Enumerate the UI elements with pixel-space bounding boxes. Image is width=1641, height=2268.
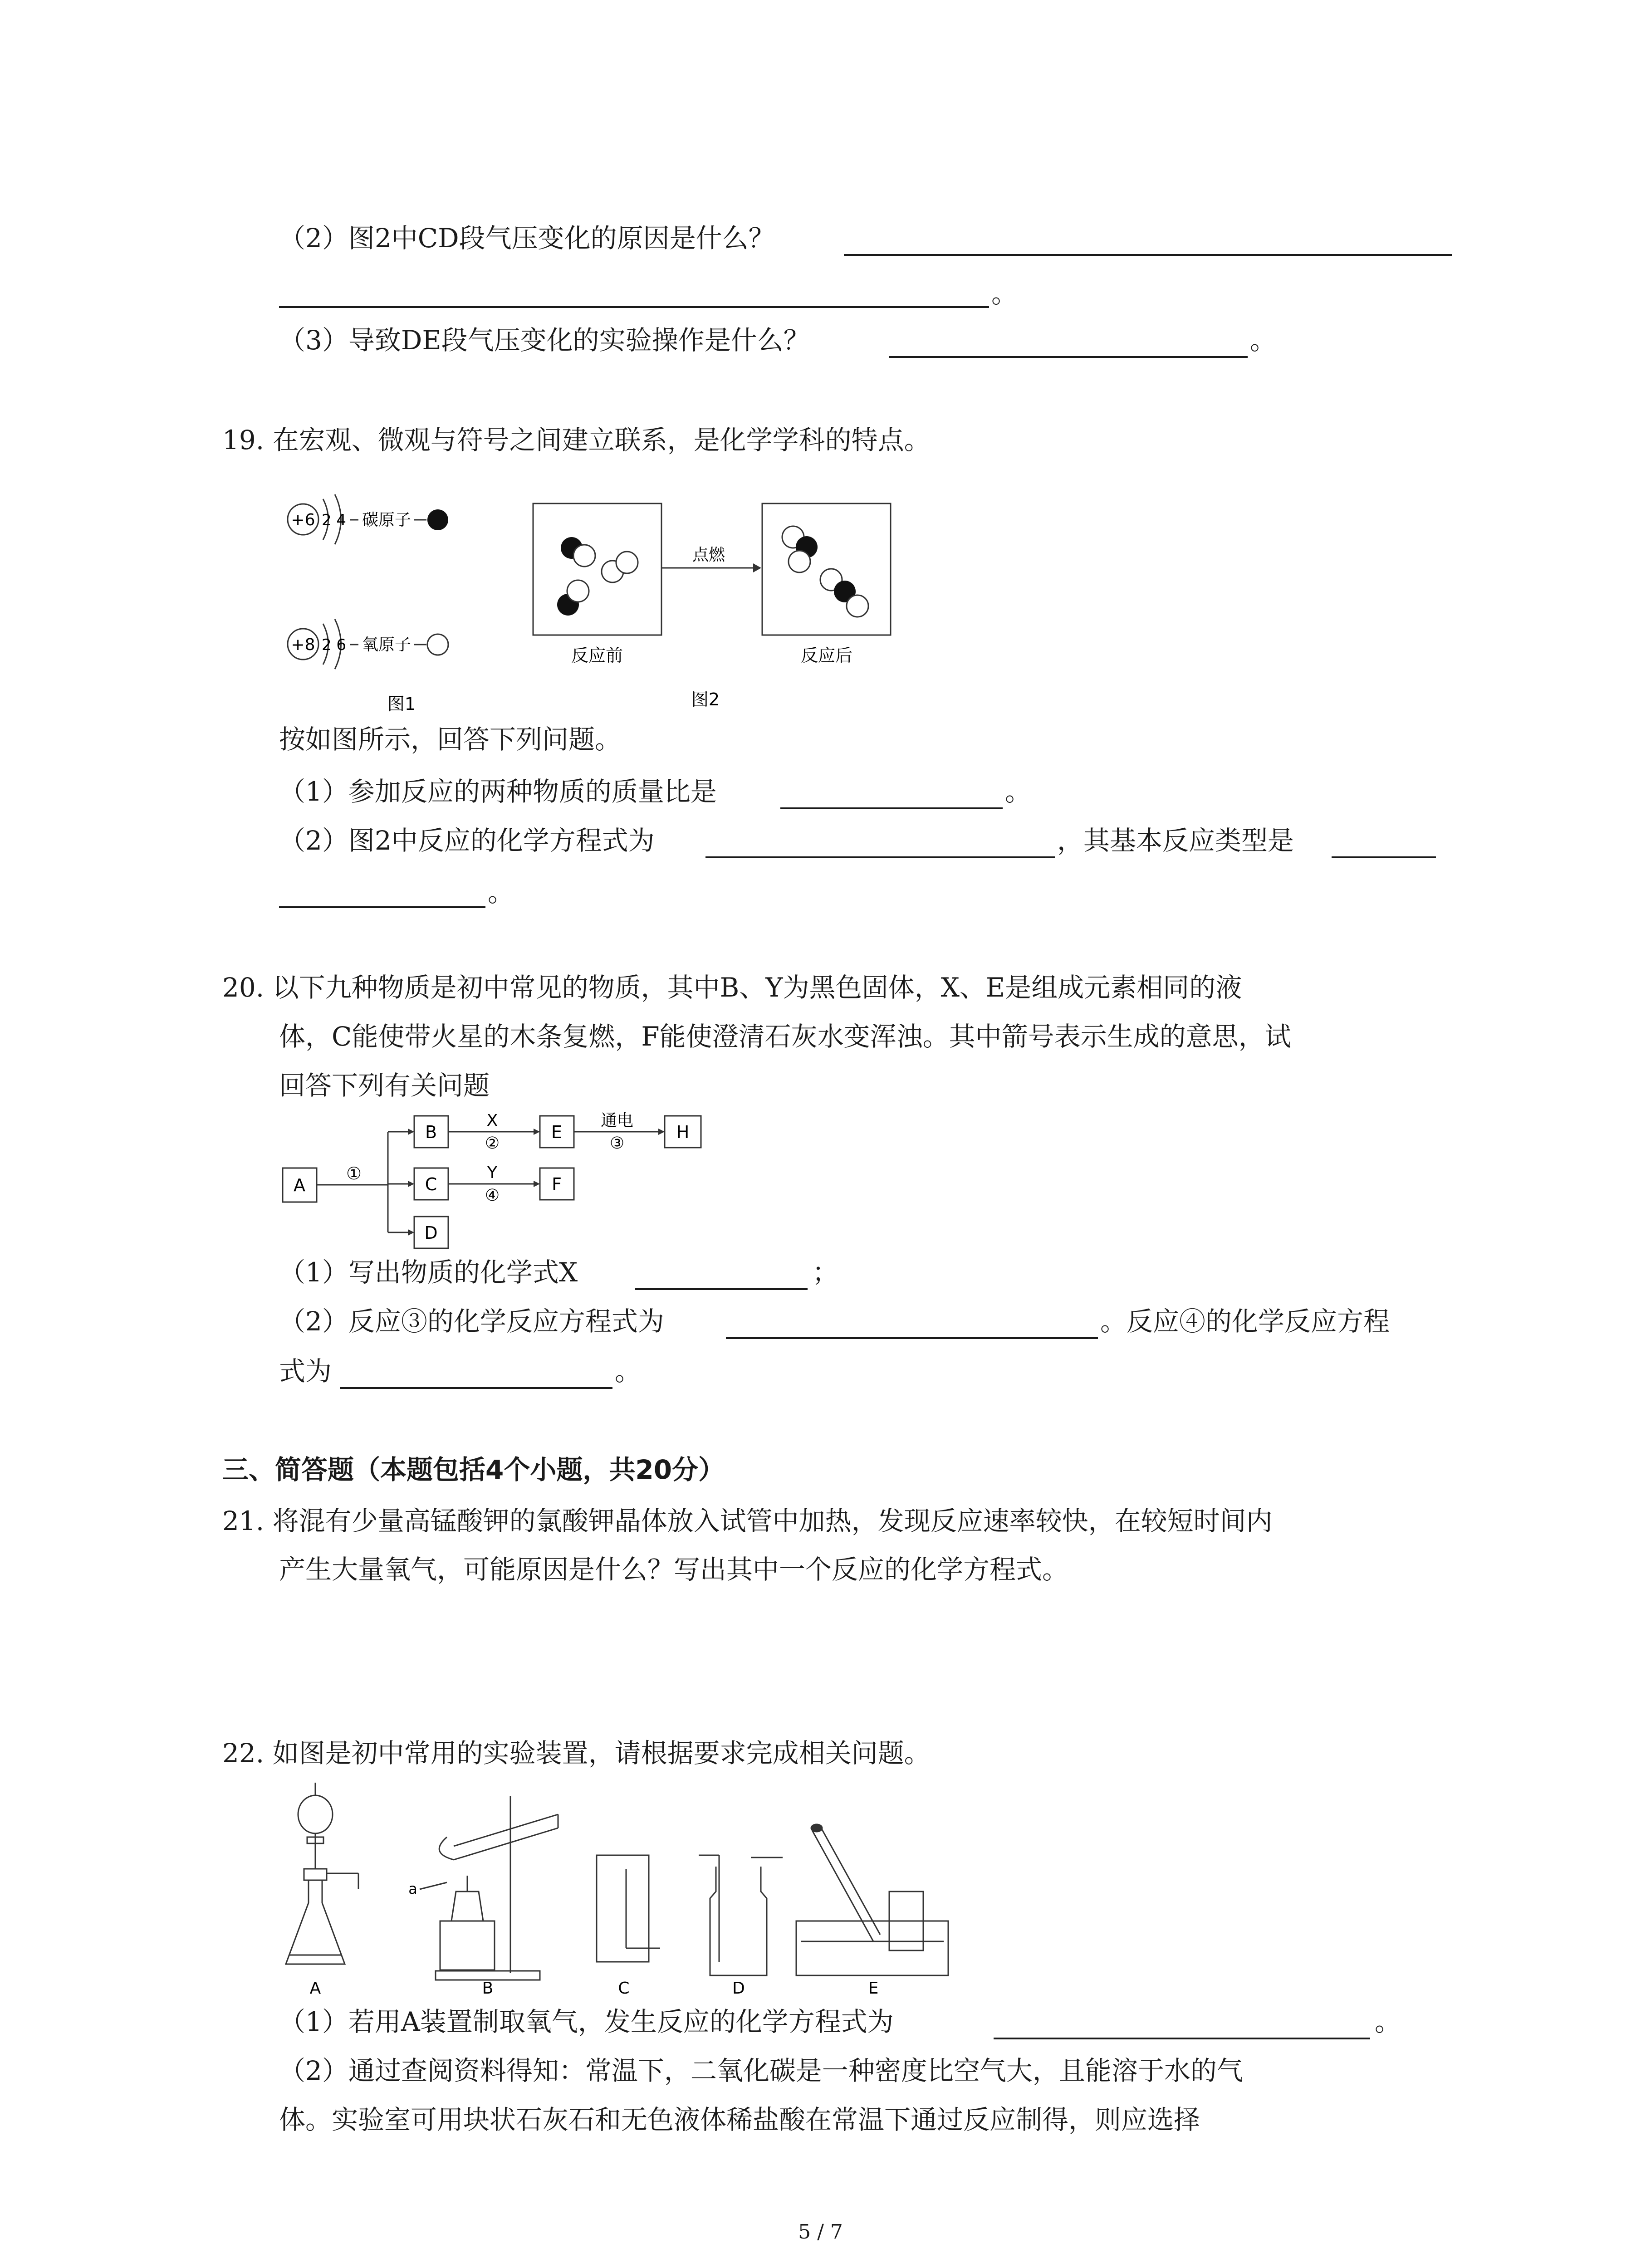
before-reaction-label: 反应前	[571, 645, 623, 665]
page-number: 5 / 7	[798, 2220, 843, 2244]
carbon-atom-label: 碳原子	[362, 511, 411, 529]
q21-line1: 21. 将混有少量高锰酸钾的氯酸钾晶体放入试管中加热，发现反应速率较快，在较短时间内	[222, 1505, 1273, 1536]
apparatus-E	[796, 1824, 948, 1975]
q20-flow-diagram	[279, 1107, 733, 1252]
q19-part2: （2）图2中反应的化学方程式为	[279, 825, 655, 856]
carbon-atom-symbol	[427, 509, 448, 530]
oxygen-nucleus-label: +8	[291, 635, 315, 654]
q22-part1: （1）若用A装置制取氧气，发生反应的化学方程式为	[279, 2006, 894, 2037]
label-A: A	[294, 1175, 305, 1195]
q20-answer-line-2a[interactable]	[726, 1337, 1098, 1339]
oxygen-atom-symbol	[427, 634, 448, 655]
q20-line2: 体，C能使带火星的木条复燃，F能使澄清石灰水变浑浊。其中箭号表示生成的意思，试	[279, 1021, 1291, 1052]
ignite-label: 点燃	[692, 546, 725, 564]
figure1-caption: 图1	[387, 694, 416, 714]
label-B: B	[425, 1122, 437, 1142]
q20-part2-end: 。	[615, 1356, 642, 1387]
q18-part2: （2）图2中CD段气压变化的原因是什么？	[279, 223, 775, 254]
q22-part2-line1: （2）通过查阅资料得知：常温下，二氧化碳是一种密度比空气大，且能溶于水的气	[279, 2055, 1243, 2086]
q22-stem: 22. 如图是初中常用的实验装置，请根据要求完成相关问题。	[222, 1738, 931, 1769]
label-D: D	[424, 1223, 438, 1243]
label-C: C	[425, 1174, 437, 1194]
reaction-2-label: ②	[485, 1134, 500, 1153]
before-reaction-box	[533, 503, 661, 635]
oxygen-shell-electrons: 2 6	[321, 636, 347, 654]
q19-answer-line-2a[interactable]	[705, 856, 1055, 858]
carbon-shell-electrons: 2 4	[321, 511, 347, 529]
apparatus-C	[597, 1855, 660, 1962]
q20-answer-line-2b[interactable]	[340, 1387, 612, 1389]
figure2-caption: 图2	[691, 689, 720, 709]
q22-apparatus-figure	[279, 1783, 964, 2000]
carbon-nucleus-label: +6	[291, 511, 315, 529]
q19-part1-end: 。	[1005, 776, 1032, 807]
reagent-X-label: X	[486, 1111, 498, 1130]
apparatus-A	[286, 1783, 358, 1964]
q19-answer-line-2c[interactable]	[279, 906, 485, 908]
carbon-atom-diagram	[288, 494, 448, 544]
q22-part2-line2: 体。实验室可用块状石灰石和无色液体稀盐酸在常温下通过反应制得，则应选择	[279, 2104, 1200, 2135]
reaction-4-label: ④	[485, 1186, 500, 1205]
q20-part2-mid: 。反应④的化学反应方程	[1100, 1306, 1390, 1337]
q21-line2: 产生大量氧气，可能原因是什么？写出其中一个反应的化学方程式。	[279, 1554, 1069, 1585]
section-3-heading: 三、简答题（本题包括4个小题，共20分）	[222, 1454, 725, 1485]
apparatus-D-label: D	[732, 1979, 745, 1998]
q19-answer-line-1[interactable]	[780, 807, 1003, 809]
after-reaction-label: 反应后	[800, 645, 853, 665]
part-a-label: a	[408, 1880, 417, 1897]
label-H: H	[676, 1122, 690, 1142]
q20-part1: （1）写出物质的化学式X	[279, 1257, 578, 1288]
q18-answer-line-2a[interactable]	[844, 254, 1452, 256]
q20-answer-line-1[interactable]	[635, 1288, 808, 1290]
apparatus-C-label: C	[618, 1979, 630, 1998]
q20-part2: （2）反应③的化学反应方程式为	[279, 1306, 664, 1337]
apparatus-D	[699, 1855, 783, 1975]
apparatus-A-label: A	[309, 1979, 321, 1998]
q19-part2-end: 。	[488, 877, 514, 908]
q18-answer-line-3[interactable]	[889, 356, 1248, 358]
label-F: F	[552, 1174, 562, 1194]
q18-part3-end: 。	[1250, 325, 1277, 356]
q19-stem: 19. 在宏观、微观与符号之间建立联系，是化学学科的特点。	[222, 425, 931, 455]
apparatus-B	[420, 1796, 558, 1980]
q19-answer-line-2b[interactable]	[1332, 856, 1436, 858]
q19-intro: 按如图所示，回答下列问题。	[279, 724, 622, 755]
reaction-3-label: ③	[609, 1134, 625, 1153]
q19-part2-mid: ，其基本反应类型是	[1057, 825, 1294, 856]
apparatus-E-label: E	[868, 1979, 879, 1998]
q19-part1: （1）参加反应的两种物质的质量比是	[279, 776, 717, 807]
apparatus-B-label: B	[482, 1979, 494, 1998]
oxygen-atom-label: 氧原子	[362, 635, 411, 654]
reagent-Y-label: Y	[487, 1163, 497, 1182]
q20-line1: 20. 以下九种物质是初中常见的物质，其中B、Y为黑色固体，X、E是组成元素相同的液	[222, 972, 1242, 1003]
q18-answer-line-2b[interactable]	[279, 306, 989, 308]
q18-part3: （3）导致DE段气压变化的实验操作是什么？	[279, 325, 810, 356]
q22-answer-line-1[interactable]	[994, 2038, 1370, 2039]
q22-part1-end: 。	[1375, 2006, 1401, 2037]
label-E: E	[551, 1122, 563, 1142]
q20-part1-end: ；	[812, 1257, 839, 1288]
q19-figure	[272, 481, 916, 717]
q20-part2-b: 式为	[279, 1356, 332, 1387]
q20-line3: 回答下列有关问题	[279, 1070, 490, 1101]
q18-part2-end: 。	[991, 278, 1018, 309]
reaction-1-label: ①	[346, 1163, 362, 1183]
electrolysis-label: 通电	[600, 1111, 634, 1130]
oxygen-atom-diagram	[288, 619, 448, 669]
